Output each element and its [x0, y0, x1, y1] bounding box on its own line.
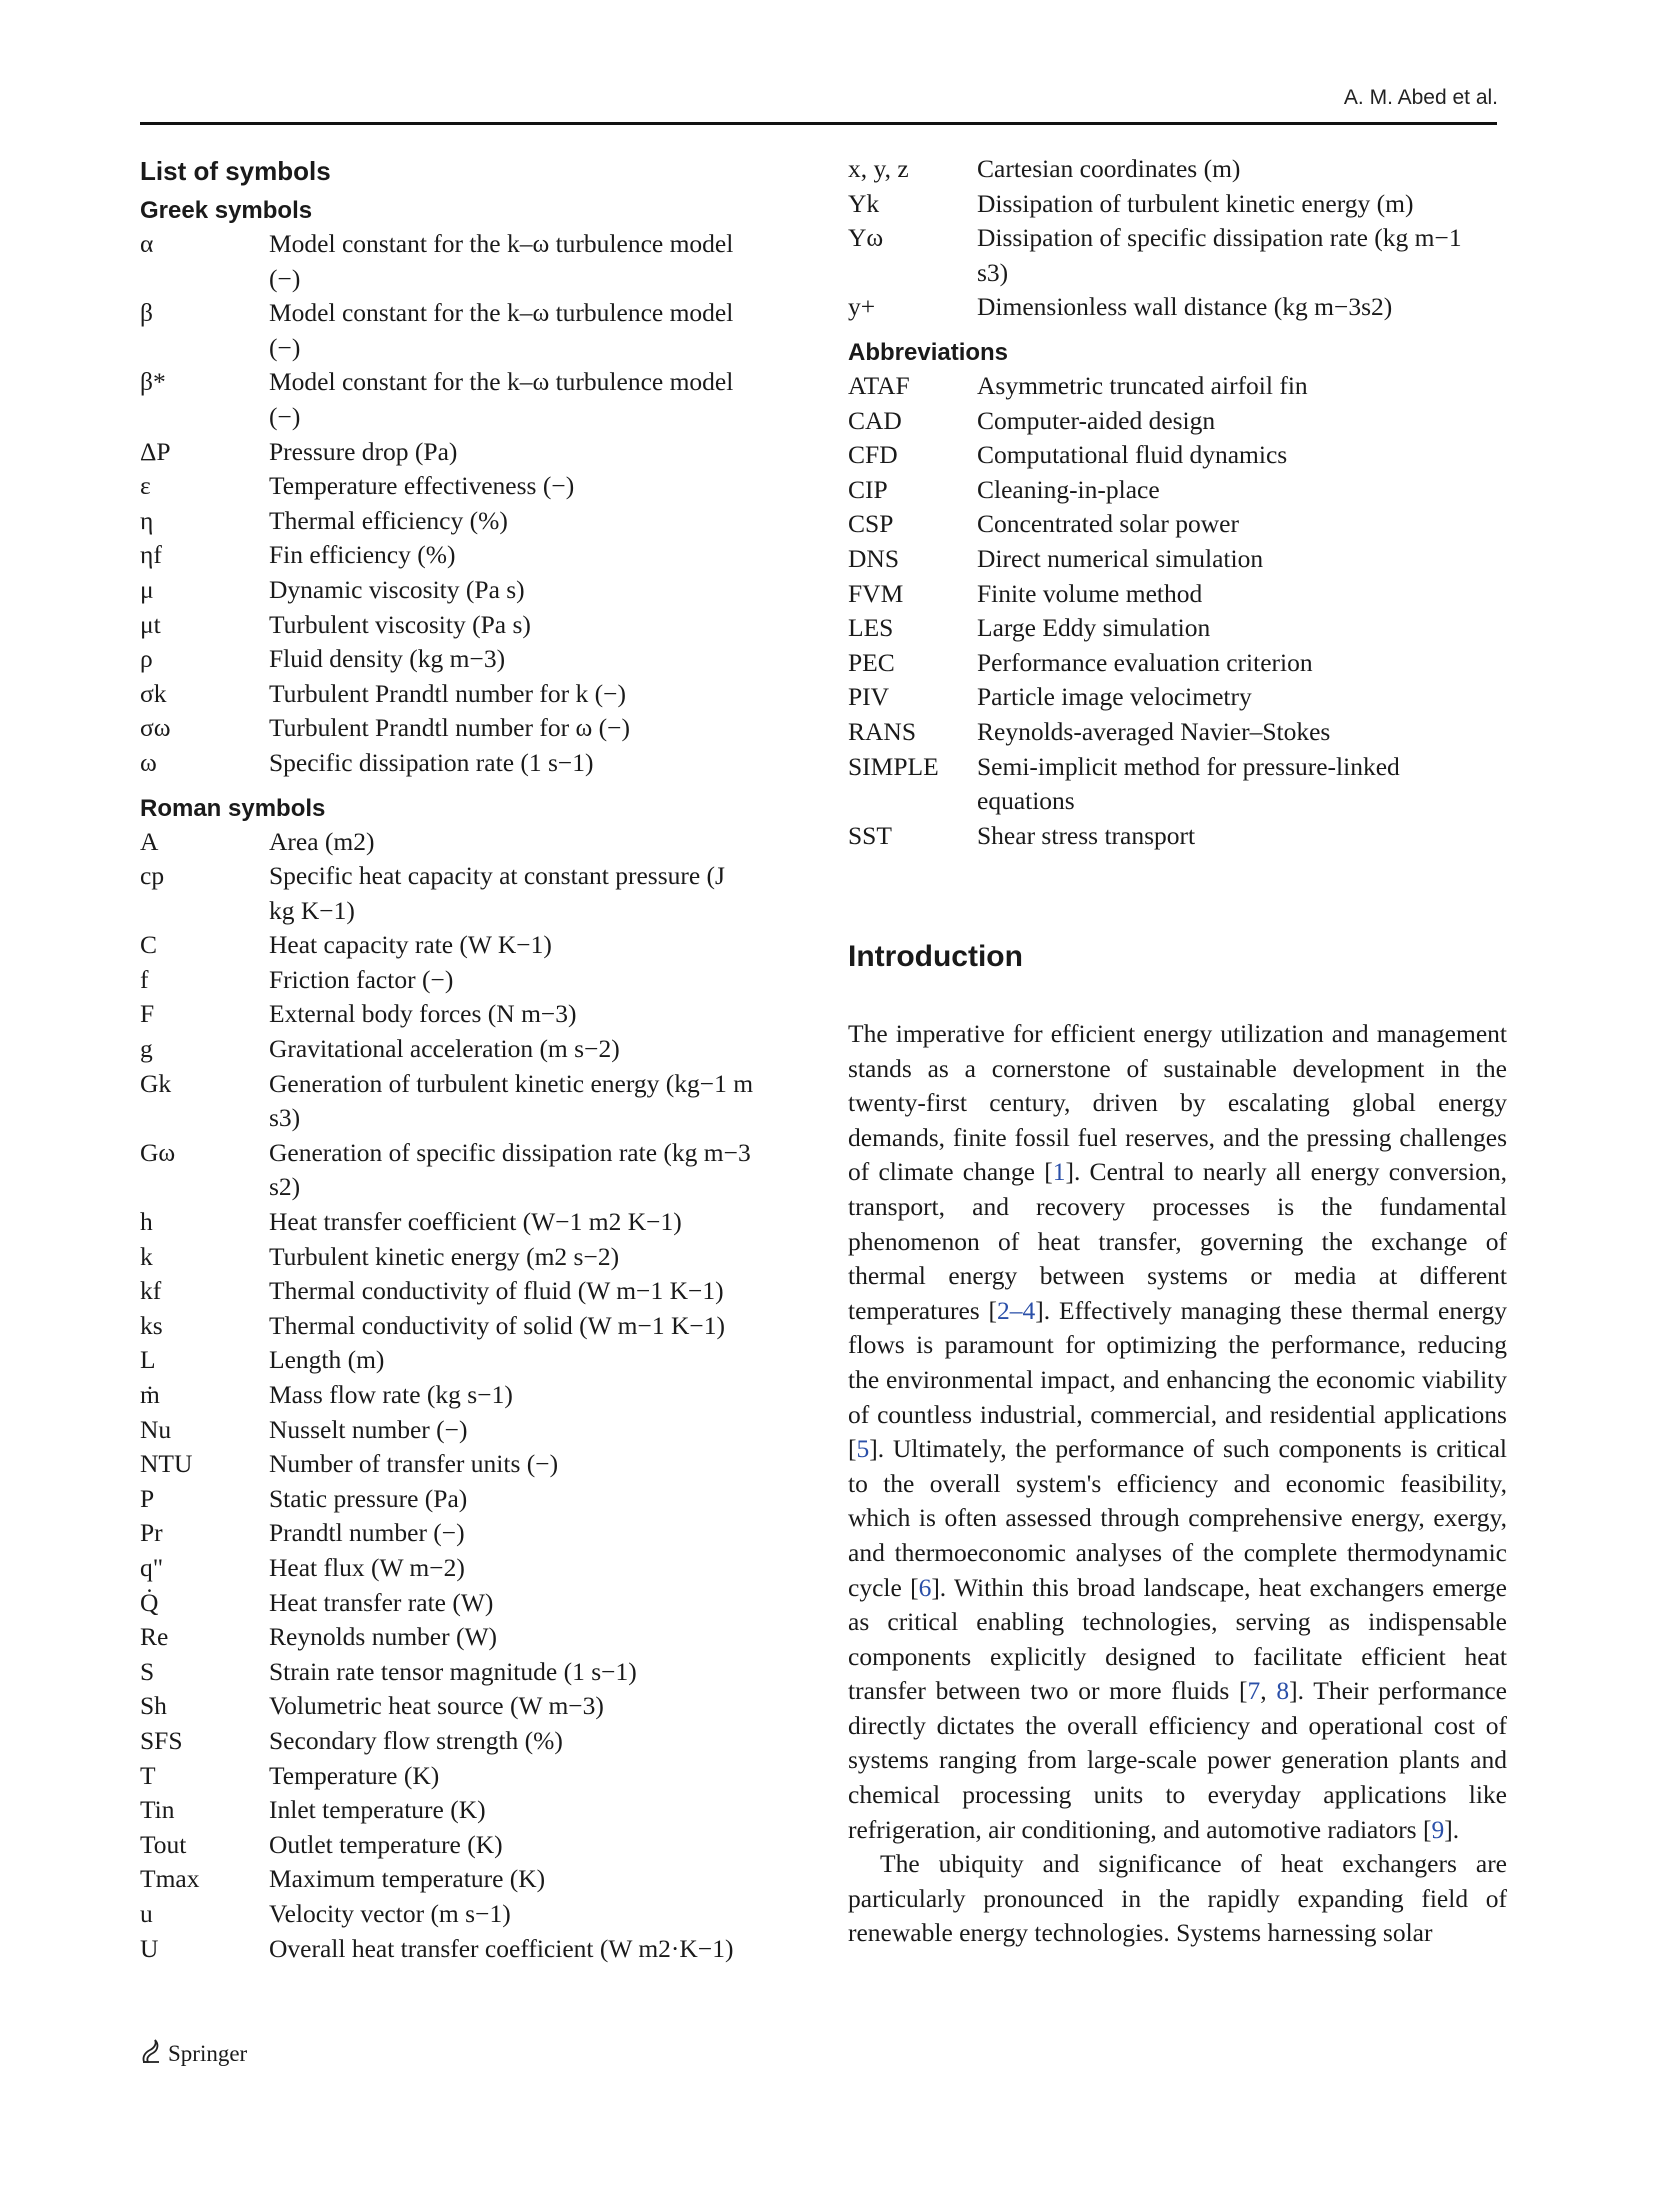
- symbol-row: [140, 1516, 780, 1551]
- symbol-definition: [269, 1136, 780, 1205]
- symbol-term: Pr: [140, 1518, 163, 1548]
- definition-text: Heat flux (W m−2): [269, 1552, 465, 1582]
- springer-logo-icon: [140, 2038, 162, 2070]
- definition-text: Pressure drop (Pa): [269, 436, 458, 466]
- definition-text-continued: kg K−1): [269, 895, 355, 925]
- citation-link[interactable]: 6: [918, 1572, 932, 1602]
- definition-text: Volumetric heat source (W m−3): [269, 1691, 604, 1721]
- citation-link[interactable]: 1: [1052, 1157, 1066, 1187]
- definition-text-continued: s3): [977, 257, 1009, 287]
- symbol-definition: [977, 152, 1498, 187]
- symbol-definition: [269, 1932, 780, 1967]
- symbol-term: CIP: [848, 474, 888, 504]
- definition-text: Overall heat transfer coefficient (W m2·K−1): [269, 1933, 734, 1963]
- symbol-row: [140, 859, 780, 928]
- symbol-term: SIMPLE: [848, 751, 939, 781]
- symbol-row: [140, 1655, 780, 1690]
- symbol-definition: [269, 859, 780, 928]
- citation-link[interactable]: 8: [1276, 1676, 1290, 1706]
- header-rule: [140, 122, 1497, 125]
- symbol-row: [140, 1689, 780, 1724]
- symbol-term: q": [140, 1552, 164, 1582]
- introduction-paragraph-1: The imperative for efficient energy utilization and management stands as a cornerstone of sustainable development in the twenty-first century, driven by escalating global energy demands, finite fossil fuel reserves, and the pressing challenges of climate change [1]. Central to nearly all energy conversion, transport, and recovery processes is the fundamental phenomenon of heat transfer, governing the exchange of thermal energy between systems or media at different temperatures [2–4]. Effectively managing these thermal energy flows is paramount for optimizing the performance, reducing the environmental impact, and enhancing the economic viability of countless industrial, commercial, and residential applications [5]. Ultimately, the performance of such components is critical to the overall system's efficiency and economic feasibility, which is often assessed through comprehensive energy, exergy, and thermoeconomic analyses of the complete thermodynamic cycle [6]. Within this broad landscape, heat exchangers emerge as critical enabling technologies, serving as indispensable components explicitly designed to facilitate efficient heat transfer between two or more fluids [7, 8]. Their performance directly dictates the overall efficiency and operational cost of systems ranging from large-scale power generation plants and chemical processing units to everyday applications like refrigeration, air conditioning, and automotive radiators [9].: [848, 1019, 1508, 1844]
- symbol-row: [140, 677, 780, 712]
- symbol-term: F: [140, 999, 155, 1029]
- definition-text: Dissipation of turbulent kinetic energy (m): [977, 188, 1414, 218]
- symbol-row: [140, 469, 780, 504]
- symbol-definition: [269, 227, 780, 296]
- symbol-row: [848, 290, 1498, 325]
- symbol-row: [140, 1309, 780, 1344]
- symbol-definition: [269, 746, 780, 781]
- definition-text: Turbulent Prandtl number for k (−): [269, 678, 626, 708]
- symbol-definition: [269, 711, 780, 746]
- symbol-definition: [269, 1793, 780, 1828]
- symbol-definition: [269, 1309, 780, 1344]
- symbol-definition: [269, 1482, 780, 1517]
- symbol-term: Gω: [140, 1137, 176, 1167]
- symbol-definition: [977, 611, 1498, 646]
- symbol-row: [140, 1793, 780, 1828]
- symbol-term: ω: [140, 747, 157, 777]
- symbol-definition: [269, 365, 780, 434]
- symbol-term: kf: [140, 1276, 162, 1306]
- symbol-term: Sh: [140, 1691, 167, 1721]
- symbol-term: DNS: [848, 543, 900, 573]
- definition-text: Turbulent kinetic energy (m2 s−2): [269, 1241, 620, 1271]
- definition-text: Prandtl number (−): [269, 1518, 465, 1548]
- introduction-paragraph-2: The ubiquity and significance of heat exchangers are particularly pronounced in the rapidly expanding field of renewable energy technologies. Systems harnessing solar: [848, 1849, 1507, 1948]
- definition-text: Area (m2): [269, 826, 375, 856]
- publisher-name: Springer: [168, 2041, 248, 2066]
- definition-text: Gravitational acceleration (m s−2): [269, 1034, 620, 1064]
- symbol-term: ρ: [140, 644, 153, 674]
- symbol-term: ṁ: [140, 1380, 160, 1409]
- definition-text: Thermal efficiency (%): [269, 505, 508, 535]
- symbol-definition: [269, 504, 780, 539]
- definition-text-continued: s2): [269, 1172, 301, 1202]
- symbol-definition: [977, 369, 1498, 404]
- definition-text-continued: equations: [977, 786, 1075, 816]
- symbol-definition: [269, 1378, 780, 1413]
- definition-text: Heat transfer coefficient (W−1 m2 K−1): [269, 1207, 682, 1237]
- symbol-definition: [269, 1343, 780, 1378]
- symbol-definition: [269, 825, 780, 860]
- introduction-body: [848, 1017, 1507, 1951]
- definition-text-continued: (−): [269, 263, 301, 293]
- definition-text: Number of transfer units (−): [269, 1449, 559, 1479]
- definition-text: Length (m): [269, 1345, 385, 1375]
- symbol-definition: [269, 1032, 780, 1067]
- symbol-definition: [269, 1551, 780, 1586]
- symbol-definition: [269, 573, 780, 608]
- definition-text: Specific heat capacity at constant pressure (J: [269, 861, 725, 891]
- definition-text: Model constant for the k–ω turbulence model: [269, 229, 734, 258]
- symbol-definition: [269, 296, 780, 365]
- definition-text: Particle image velocimetry: [977, 682, 1252, 712]
- symbol-term: P: [140, 1483, 155, 1513]
- symbol-term: k: [140, 1241, 153, 1271]
- symbol-row: [140, 296, 780, 365]
- symbol-row: [140, 1205, 780, 1240]
- symbol-row: [848, 507, 1498, 542]
- symbol-row: [848, 577, 1498, 612]
- definition-text: Cleaning-in-place: [977, 474, 1160, 504]
- symbol-row: [140, 1343, 780, 1378]
- symbol-term: ε: [140, 471, 151, 501]
- symbol-term: f: [140, 964, 149, 994]
- definition-text: Dynamic viscosity (Pa s): [269, 574, 525, 604]
- symbol-row: [140, 435, 780, 470]
- symbol-term: y+: [848, 292, 876, 322]
- definition-text: Specific dissipation rate (1 s−1): [269, 747, 594, 777]
- symbol-row: [140, 538, 780, 573]
- symbol-definition: [269, 928, 780, 963]
- symbol-definition: [269, 963, 780, 998]
- symbol-term: β*: [140, 367, 166, 397]
- definition-text: Generation of turbulent kinetic energy (kg−1 m: [269, 1068, 754, 1098]
- symbol-term: σω: [140, 713, 171, 743]
- definition-text-continued: s3): [269, 1103, 301, 1133]
- symbol-term: x, y, z: [848, 154, 909, 183]
- symbol-definition: [269, 677, 780, 712]
- symbol-definition: [269, 1274, 780, 1309]
- definition-text: External body forces (N m−3): [269, 999, 577, 1029]
- symbol-term: FVM: [848, 578, 904, 608]
- symbol-term: Tin: [140, 1795, 175, 1825]
- symbol-definition: [977, 187, 1498, 222]
- symbol-term: SST: [848, 820, 892, 850]
- abbreviations-list: [848, 369, 1498, 853]
- symbol-row: [140, 1240, 780, 1275]
- definition-text: Generation of specific dissipation rate (kg m−3: [269, 1137, 751, 1167]
- symbol-term: ATAF: [848, 370, 910, 400]
- roman-symbols-list: [140, 825, 780, 1967]
- symbol-term: Q̇: [140, 1587, 159, 1617]
- symbol-definition: [269, 1516, 780, 1551]
- symbol-term: S: [140, 1656, 155, 1686]
- symbol-term: PEC: [848, 647, 895, 677]
- symbol-term: μ: [140, 574, 154, 604]
- symbol-row: [140, 1724, 780, 1759]
- symbol-row: [848, 369, 1498, 404]
- symbol-definition: [269, 642, 780, 677]
- symbol-definition: [269, 1655, 780, 1690]
- symbol-row: [848, 542, 1498, 577]
- symbol-term: σk: [140, 678, 167, 708]
- symbol-term: CFD: [848, 440, 898, 470]
- symbol-row: [848, 646, 1498, 681]
- definition-text: Strain rate tensor magnitude (1 s−1): [269, 1656, 637, 1686]
- definition-text: Temperature effectiveness (−): [269, 471, 575, 501]
- symbol-term: U: [140, 1933, 159, 1963]
- symbol-row: [848, 819, 1498, 854]
- definition-text: Velocity vector (m s−1): [269, 1898, 511, 1928]
- symbol-definition: [977, 715, 1498, 750]
- symbol-definition: [977, 473, 1498, 508]
- definition-text: Reynolds number (W): [269, 1622, 498, 1652]
- definition-text: Model constant for the k–ω turbulence model: [269, 298, 734, 328]
- symbol-term: RANS: [848, 716, 917, 746]
- definition-text: Nusselt number (−): [269, 1414, 468, 1444]
- symbol-row: [140, 711, 780, 746]
- symbol-row: [140, 227, 780, 296]
- symbols-left-column: [140, 152, 780, 1966]
- introduction-heading: Introduction: [848, 940, 1023, 973]
- definition-text: Fluid density (kg m−3): [269, 644, 506, 674]
- symbols-right-column: [848, 152, 1498, 853]
- symbol-row: [140, 1413, 780, 1448]
- definition-text: Maximum temperature (K): [269, 1864, 546, 1894]
- definition-text: Inlet temperature (K): [269, 1795, 486, 1825]
- definition-text: Asymmetric truncated airfoil fin: [977, 370, 1308, 400]
- symbol-term: A: [140, 826, 159, 856]
- symbol-row: [140, 642, 780, 677]
- symbol-row: [140, 1447, 780, 1482]
- citation-link[interactable]: 7: [1247, 1676, 1261, 1706]
- definition-text: Shear stress transport: [977, 820, 1196, 850]
- symbol-row: [140, 963, 780, 998]
- symbol-term: CAD: [848, 405, 902, 435]
- symbol-definition: [269, 997, 780, 1032]
- symbol-term: Yω: [848, 223, 884, 253]
- symbol-term: ΔP: [140, 436, 171, 466]
- citation-link[interactable]: 2–4: [997, 1295, 1036, 1325]
- symbol-term: LES: [848, 613, 894, 643]
- symbol-row: [848, 680, 1498, 715]
- symbol-definition: [269, 1759, 780, 1794]
- symbol-row: [140, 608, 780, 643]
- definition-text: Model constant for the k–ω turbulence model: [269, 367, 734, 397]
- symbol-term: cp: [140, 861, 165, 891]
- symbol-definition: [269, 1205, 780, 1240]
- symbol-definition: [269, 1586, 780, 1621]
- symbol-row: [140, 365, 780, 434]
- definition-text: Thermal conductivity of fluid (W m−1 K−1): [269, 1276, 724, 1306]
- symbol-definition: [269, 1828, 780, 1863]
- symbol-row: [848, 221, 1498, 290]
- symbol-row: [140, 573, 780, 608]
- definition-text: Temperature (K): [269, 1760, 440, 1790]
- symbol-term: ks: [140, 1310, 163, 1340]
- symbol-row: [140, 928, 780, 963]
- symbol-definition: [269, 1724, 780, 1759]
- symbol-row: [848, 715, 1498, 750]
- definition-text: Computer-aided design: [977, 405, 1216, 435]
- symbol-term: L: [140, 1345, 156, 1375]
- symbol-definition: [269, 1447, 780, 1482]
- symbol-definition: [269, 1413, 780, 1448]
- definition-text: Direct numerical simulation: [977, 543, 1264, 573]
- symbol-term: PIV: [848, 682, 890, 712]
- definition-text: Semi-implicit method for pressure-linked: [977, 751, 1400, 781]
- symbol-definition: [977, 290, 1498, 325]
- definition-text: Outlet temperature (K): [269, 1829, 503, 1859]
- symbol-row: [848, 750, 1498, 819]
- definition-text: Concentrated solar power: [977, 509, 1239, 539]
- symbol-row: [140, 825, 780, 860]
- running-head: A. M. Abed et al.: [1343, 86, 1498, 109]
- symbol-row: [140, 504, 780, 539]
- definition-text: Mass flow rate (kg s−1): [269, 1380, 513, 1409]
- definition-text: Large Eddy simulation: [977, 613, 1211, 643]
- symbol-definition: [269, 1067, 780, 1136]
- symbol-definition: [977, 221, 1498, 290]
- symbol-definition: [977, 819, 1498, 854]
- definition-text: Dimensionless wall distance (kg m−3s2): [977, 292, 1393, 322]
- definition-text: Turbulent Prandtl number for ω (−): [269, 713, 630, 743]
- symbol-definition: [977, 507, 1498, 542]
- symbol-row: [140, 1897, 780, 1932]
- symbol-definition: [269, 469, 780, 504]
- definition-text: Turbulent viscosity (Pa s): [269, 609, 531, 639]
- greek-symbols-title: Greek symbols: [140, 197, 313, 224]
- symbol-term: Tout: [140, 1829, 187, 1859]
- definition-text: Performance evaluation criterion: [977, 647, 1313, 677]
- symbol-row: [140, 1274, 780, 1309]
- definition-text: Heat transfer rate (W): [269, 1587, 494, 1617]
- symbol-term: μt: [140, 609, 161, 639]
- definition-text: Dissipation of specific dissipation rate (kg m−1: [977, 223, 1462, 253]
- symbol-definition: [269, 1689, 780, 1724]
- symbol-term: Re: [140, 1622, 169, 1652]
- symbol-row: [848, 611, 1498, 646]
- symbol-term: Gk: [140, 1068, 172, 1098]
- symbol-row: [848, 187, 1498, 222]
- symbol-term: NTU: [140, 1449, 193, 1479]
- symbol-term: u: [140, 1898, 153, 1928]
- symbol-row: [140, 746, 780, 781]
- symbol-row: [140, 1136, 780, 1205]
- symbol-definition: [977, 577, 1498, 612]
- definition-text: Cartesian coordinates (m): [977, 154, 1241, 183]
- symbol-definition: [977, 542, 1498, 577]
- symbol-term: T: [140, 1760, 156, 1790]
- symbol-definition: [269, 435, 780, 470]
- footer: [140, 2038, 247, 2070]
- symbol-row: [848, 438, 1498, 473]
- symbol-row: [140, 997, 780, 1032]
- symbol-definition: [269, 1240, 780, 1275]
- symbol-definition: [269, 1620, 780, 1655]
- symbol-term: C: [140, 930, 158, 960]
- greek-symbols-list: [140, 227, 780, 781]
- symbol-term: g: [140, 1034, 153, 1064]
- symbol-definition: [269, 1862, 780, 1897]
- symbol-definition: [977, 646, 1498, 681]
- definition-text: Computational fluid dynamics: [977, 440, 1288, 470]
- symbol-row: [140, 1759, 780, 1794]
- symbol-definition: [269, 538, 780, 573]
- definition-text: Heat capacity rate (W K−1): [269, 930, 552, 960]
- symbol-row: [140, 1378, 780, 1413]
- symbol-definition: [977, 750, 1498, 819]
- symbol-row: [140, 1932, 780, 1967]
- citation-link[interactable]: 9: [1431, 1814, 1445, 1844]
- symbol-row: [140, 1551, 780, 1586]
- symbol-row: [140, 1067, 780, 1136]
- symbol-row: [140, 1828, 780, 1863]
- symbol-row: [140, 1032, 780, 1067]
- symbol-definition: [269, 608, 780, 643]
- symbol-definition: [269, 1897, 780, 1932]
- symbol-term: ηf: [140, 540, 162, 570]
- symbol-row: [140, 1482, 780, 1517]
- symbol-row: [848, 404, 1498, 439]
- symbol-term: CSP: [848, 509, 894, 539]
- citation-link[interactable]: 5: [856, 1434, 870, 1464]
- symbols-title: List of symbols: [140, 156, 331, 186]
- definition-text: Fin efficiency (%): [269, 540, 456, 570]
- symbol-row: [140, 1586, 780, 1621]
- definition-text-continued: (−): [269, 401, 301, 431]
- symbol-term: α: [140, 229, 154, 258]
- symbol-definition: [977, 680, 1498, 715]
- definition-text: Friction factor (−): [269, 964, 454, 994]
- symbol-term: η: [140, 505, 154, 535]
- symbol-row: [140, 1862, 780, 1897]
- definition-text: Thermal conductivity of solid (W m−1 K−1): [269, 1310, 726, 1340]
- symbol-term: Yk: [848, 188, 880, 218]
- symbol-definition: [977, 438, 1498, 473]
- roman-symbols-continued-list: [848, 152, 1498, 325]
- definition-text: Finite volume method: [977, 578, 1203, 608]
- definition-text: Secondary flow strength (%): [269, 1725, 563, 1755]
- symbol-row: [848, 152, 1498, 187]
- symbol-term: Nu: [140, 1414, 172, 1444]
- symbol-term: β: [140, 298, 153, 328]
- definition-text: Reynolds-averaged Navier–Stokes: [977, 716, 1331, 746]
- symbol-term: SFS: [140, 1725, 183, 1755]
- symbol-term: h: [140, 1207, 153, 1237]
- definition-text-continued: (−): [269, 332, 301, 362]
- symbol-row: [848, 473, 1498, 508]
- symbol-term: Tmax: [140, 1864, 200, 1894]
- definition-text: Static pressure (Pa): [269, 1483, 468, 1513]
- symbol-row: [140, 1620, 780, 1655]
- roman-symbols-title: Roman symbols: [140, 794, 326, 822]
- symbol-definition: [977, 404, 1498, 439]
- abbreviations-title: Abbreviations: [848, 338, 1009, 366]
